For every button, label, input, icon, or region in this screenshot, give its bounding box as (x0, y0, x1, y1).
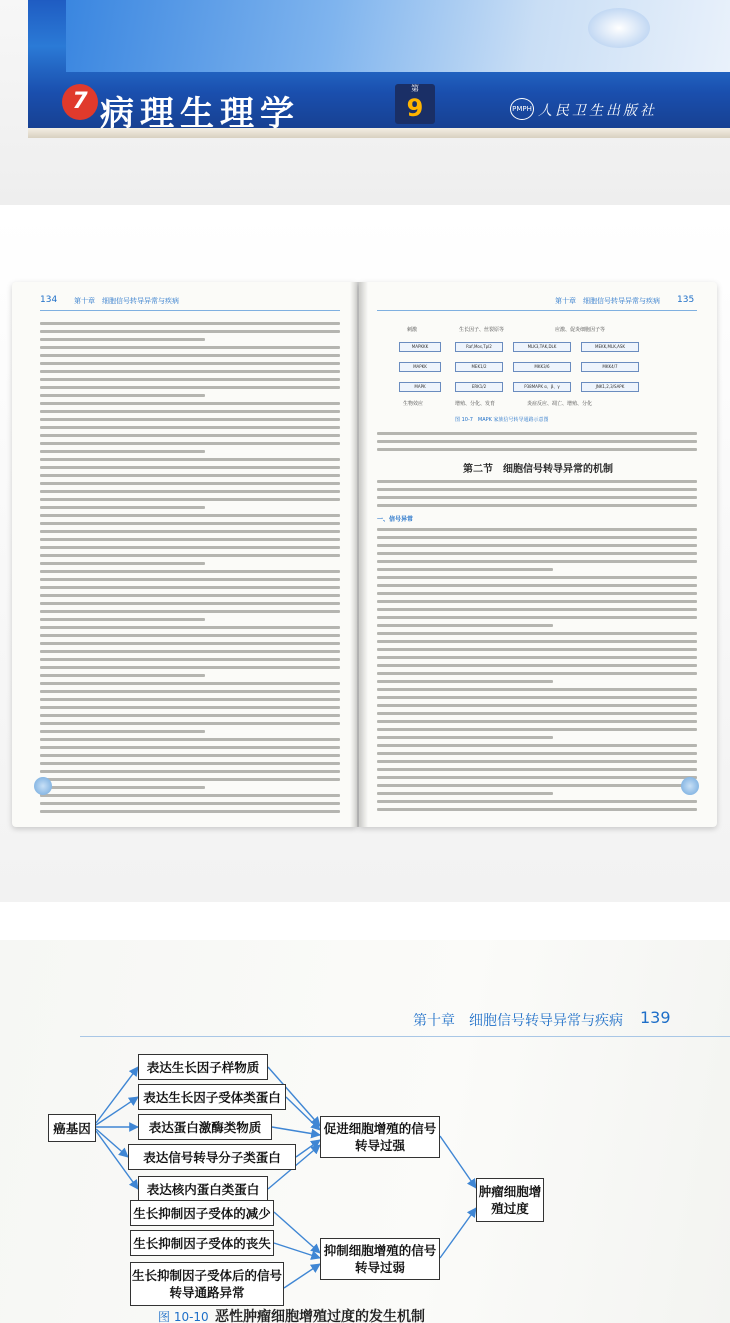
mini-box: MAPKKK (399, 342, 441, 352)
edition-number: 9 (406, 94, 424, 122)
right-running-head: 第十章 细胞信号转导异常与疾病 (555, 297, 660, 305)
text-line (40, 458, 340, 461)
text-line (40, 370, 340, 373)
text-line (40, 450, 205, 453)
arrow-top-3-to-mid (272, 1127, 320, 1135)
right-page (359, 282, 717, 827)
mini-box: Raf,Mos,Tpl2 (455, 342, 503, 352)
text-line (40, 618, 205, 621)
left-header-rule (40, 310, 340, 311)
closeup-chapter-title: 第十章 细胞信号转导异常与疾病 (413, 1013, 623, 1029)
text-line (40, 322, 340, 325)
right-page-ornament-icon (681, 777, 699, 795)
text-line (40, 746, 340, 749)
text-line (40, 610, 340, 613)
text-line (377, 808, 697, 811)
diagram-result-box: 肿瘤细胞增殖过度 (476, 1178, 544, 1222)
left-page-ornament-icon (34, 777, 52, 795)
text-line (377, 696, 697, 699)
text-line (40, 386, 340, 389)
text-line (40, 738, 340, 741)
text-line (377, 624, 553, 627)
text-line (377, 440, 697, 443)
text-line (40, 658, 340, 661)
text-line (40, 586, 340, 589)
text-line (40, 794, 340, 797)
text-line (377, 584, 697, 587)
text-line (40, 570, 340, 573)
text-line (377, 544, 697, 547)
left-running-head: 第十章 细胞信号转导异常与疾病 (74, 297, 179, 305)
mini-box: ERK1/2 (455, 382, 503, 392)
mini-col-title-1: 刺激 (407, 327, 418, 333)
text-line (377, 552, 697, 555)
text-line (40, 498, 340, 501)
text-line (40, 562, 205, 565)
arrow-mid-bot-to-result (440, 1208, 476, 1258)
text-line (377, 784, 697, 787)
diagram-bottom-item: 生长抑制因子受体的丧失 (130, 1230, 274, 1256)
diagram-top-item: 表达核内蛋白类蛋白 (138, 1176, 268, 1202)
series-logo-icon (62, 84, 98, 120)
open-book-photo (0, 212, 730, 902)
diagram-mid-bottom-box: 抑制细胞增殖的信号转导过弱 (320, 1238, 440, 1280)
text-line (40, 650, 340, 653)
text-line (377, 736, 553, 739)
text-line (40, 474, 340, 477)
text-line (40, 682, 340, 685)
text-line (377, 744, 697, 747)
mini-outcome: 生物效应 (403, 401, 424, 407)
text-line (40, 690, 340, 693)
text-line (40, 722, 340, 725)
text-line (40, 354, 340, 357)
left-page-number: 134 (40, 295, 58, 305)
text-line (40, 554, 340, 557)
mini-box: P38MAPK α、β、γ (513, 382, 571, 392)
text-line (40, 402, 340, 405)
mini-box: JNK1,2,3/SAPK (581, 382, 639, 392)
arrow-bot-1-to-mid (274, 1212, 320, 1253)
edition-badge (395, 84, 435, 124)
text-line (377, 568, 553, 571)
text-line (40, 410, 340, 413)
text-line (40, 666, 340, 669)
text-line (40, 730, 205, 733)
text-line (377, 704, 697, 707)
text-line (377, 720, 697, 723)
text-line (40, 714, 340, 717)
closeup-figure-caption: 恶性肿瘤细胞增殖过度的发生机制 (215, 1309, 425, 1323)
text-line (40, 602, 340, 605)
arrow-bot-2-to-mid (274, 1243, 320, 1258)
mini-box: MAPKK (399, 362, 441, 372)
book-title: 病理生理学 (100, 94, 300, 134)
right-section-title: 第二节 细胞信号转导异常的机制 (463, 464, 613, 475)
text-line (40, 378, 340, 381)
text-line (40, 698, 340, 701)
diagram-closeup-photo (0, 940, 730, 1323)
mini-box: MLK3,TAK,DLK (513, 342, 571, 352)
text-line (377, 576, 697, 579)
text-line (40, 514, 340, 517)
arrow-top-2-to-mid (286, 1097, 320, 1130)
arrow-bot-3-to-mid (284, 1264, 320, 1288)
diagram-bottom-item: 生长抑制因子受体后的信号转导通路异常 (130, 1262, 284, 1306)
text-line (40, 490, 340, 493)
left-page (12, 282, 357, 827)
mini-col-title-2: 生长因子、丝裂原等 (459, 327, 505, 333)
text-line (377, 616, 697, 619)
text-line (377, 752, 697, 755)
text-line (40, 786, 205, 789)
text-line (377, 800, 697, 803)
book-spine-photo (0, 0, 730, 205)
mini-box: MKK3/6 (513, 362, 571, 372)
series-logo-glyph: 7 (72, 89, 88, 114)
text-line (377, 608, 697, 611)
text-line (40, 770, 340, 773)
text-line (377, 504, 697, 507)
text-line (40, 362, 340, 365)
text-line (40, 802, 340, 805)
edition-prefix: 第 (411, 84, 419, 93)
diagram-top-item: 表达生长因子样物质 (138, 1054, 268, 1080)
publisher-logo-icon: PMPH (510, 98, 534, 120)
text-line (40, 434, 340, 437)
text-line (377, 776, 697, 779)
text-line (40, 706, 340, 709)
diagram-bottom-item: 生长抑制因子受体的减少 (130, 1200, 274, 1226)
diagram-source-box: 癌基因 (48, 1114, 96, 1142)
text-line (40, 522, 340, 525)
diagram-mid-top-box: 促进细胞增殖的信号转导过强 (320, 1116, 440, 1158)
mini-box: MEK1/2 (455, 362, 503, 372)
text-line (40, 506, 205, 509)
text-line (377, 432, 697, 435)
text-line (377, 768, 697, 771)
text-line (377, 560, 697, 563)
arrow-src-to-top-1 (96, 1067, 138, 1123)
text-line (377, 448, 697, 451)
mini-box: MEKK,MLK,ASK (581, 342, 639, 352)
mini-outcome: 炎症反应、凋亡、增殖、分化 (527, 401, 593, 407)
diagram-top-item: 表达生长因子受体类蛋白 (138, 1084, 286, 1110)
text-line (377, 600, 697, 603)
diagram-top-item: 表达信号转导分子类蛋白 (128, 1144, 296, 1170)
mini-col-title-3: 应激、促炎细胞因子等 (555, 327, 606, 333)
text-line (40, 538, 340, 541)
text-line (377, 728, 697, 731)
text-line (40, 482, 340, 485)
mini-figure-caption: 图 10-7 MAPK 家族信号转导通路示意图 (455, 417, 549, 423)
text-line (40, 594, 340, 597)
text-line (377, 672, 697, 675)
text-line (40, 762, 340, 765)
text-line (377, 656, 697, 659)
text-line (40, 578, 340, 581)
mini-outcome: 增殖、分化、发育 (455, 401, 496, 407)
text-line (40, 426, 340, 429)
text-line (40, 754, 340, 757)
book-gutter (350, 282, 368, 827)
text-line (377, 496, 697, 499)
text-line (40, 418, 340, 421)
diagram-top-item: 表达蛋白激酶类物质 (138, 1114, 272, 1140)
text-line (377, 712, 697, 715)
text-line (377, 688, 697, 691)
text-line (377, 792, 553, 795)
text-line (377, 592, 697, 595)
publisher-name: 人民卫生出版社 (538, 103, 657, 119)
text-line (40, 466, 340, 469)
text-line (40, 530, 340, 533)
text-line (377, 680, 553, 683)
text-line (377, 640, 697, 643)
text-line (377, 760, 697, 763)
text-line (377, 536, 697, 539)
right-page-number: 135 (677, 295, 695, 305)
text-line (40, 394, 205, 397)
arrow-src-to-top-2 (96, 1097, 138, 1125)
mini-box: MAPK (399, 382, 441, 392)
arrow-mid-top-to-result (440, 1136, 476, 1188)
text-line (40, 442, 340, 445)
text-line (377, 488, 697, 491)
text-line (40, 546, 340, 549)
closeup-page-number: 139 (640, 1008, 671, 1027)
right-header-rule (377, 310, 697, 311)
text-line (40, 634, 340, 637)
cover-emblem (588, 8, 650, 48)
text-line (377, 528, 697, 531)
text-line (377, 632, 697, 635)
closeup-figure-label: 图 10-10 (158, 1310, 209, 1323)
text-line (377, 648, 697, 651)
text-line (40, 642, 340, 645)
mini-box: MKK4/7 (581, 362, 639, 372)
text-line (40, 338, 205, 341)
text-line (40, 346, 340, 349)
right-subheading: 一、信号异常 (377, 516, 414, 523)
text-line (40, 674, 205, 677)
text-line (40, 626, 340, 629)
text-line (40, 330, 340, 333)
text-line (40, 778, 340, 781)
text-line (40, 810, 340, 813)
text-line (377, 664, 697, 667)
text-line (377, 480, 697, 483)
